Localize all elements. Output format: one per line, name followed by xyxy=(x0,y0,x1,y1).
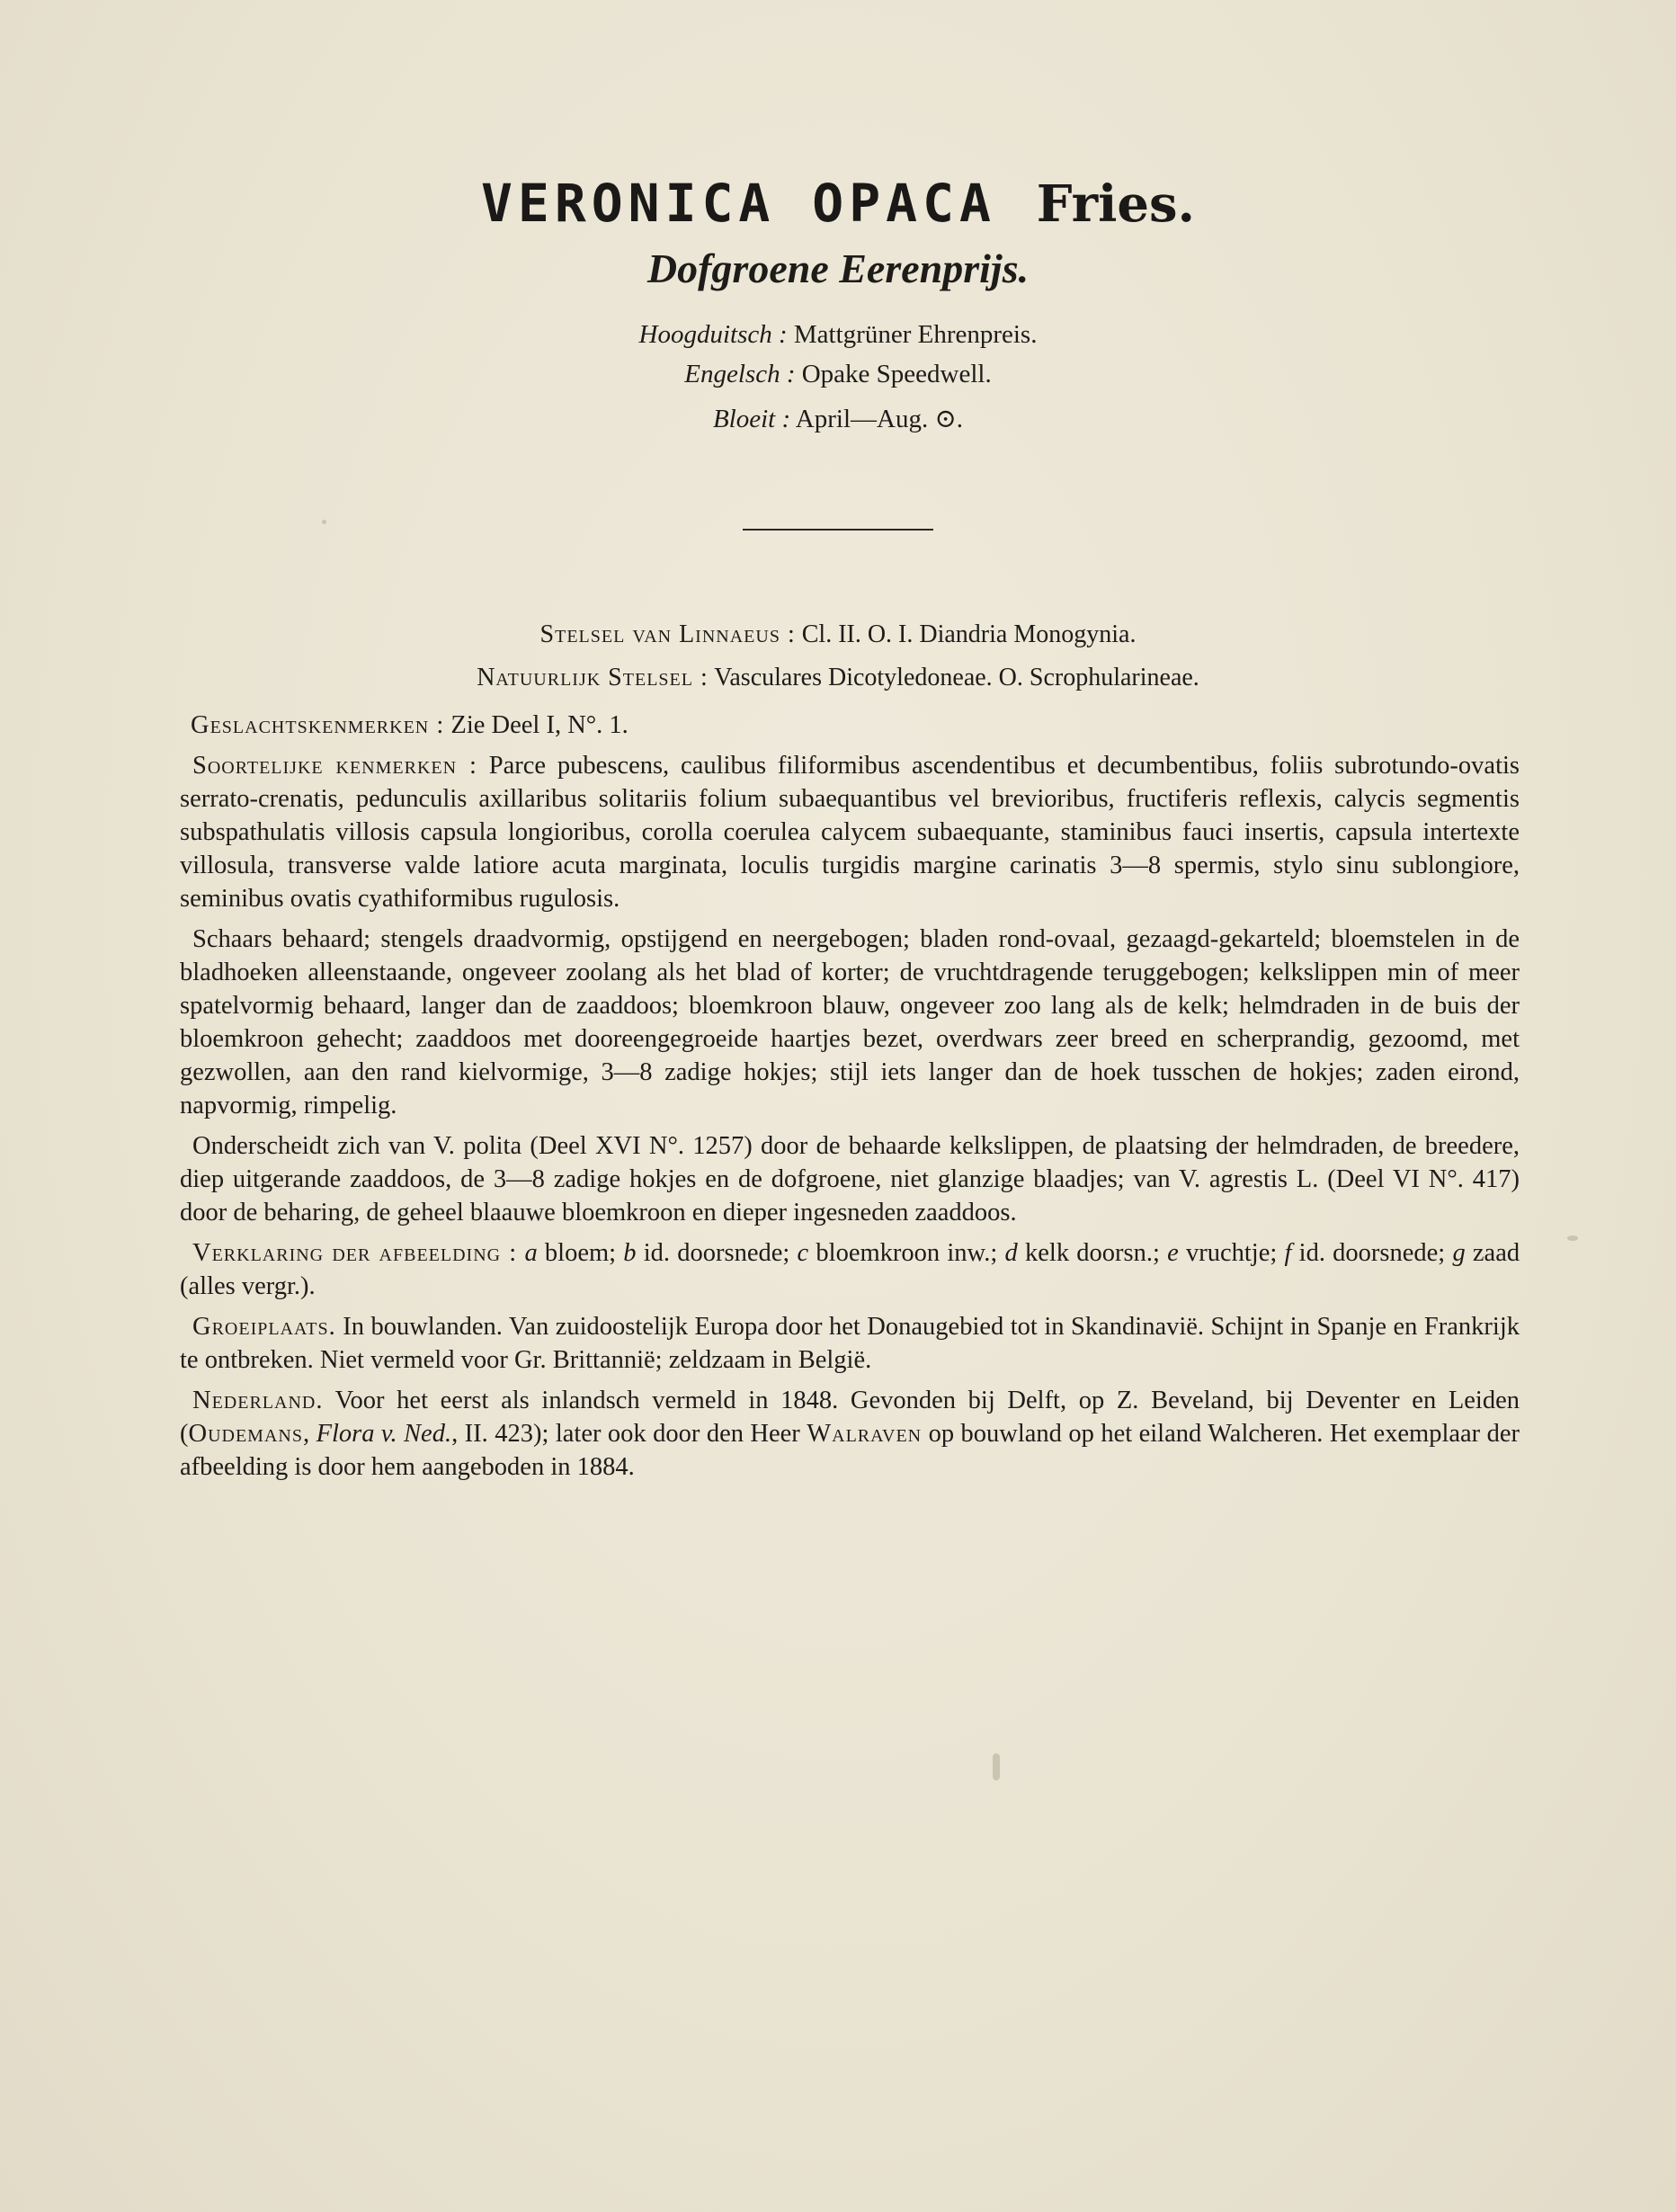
genus-value: Zie Deel I, N°. 1. xyxy=(450,711,628,739)
paper-spot xyxy=(993,1753,1000,1780)
species-name: VERONICA OPACA xyxy=(481,173,996,234)
species-latin-text: Parce pubescens, caulibus filiformibus ascendentibus et decumbentibus, foliis subrotundo-ovatis serrato-crenatis, pedunculis axillaribus solitariis folium subaequantibus vel brevioribus, fructiferis reflexis, calycis segmentis subspathulatis villosis capsula longioribus, corolla coerulea calycem subaequante, staminibus fauci insertis, capsula intertexte villosula, transverse valde latiore acuta marginata, loculis turgidis margine carinatis 3—8 spermis, stylo sinu sublongiore, seminibus ovatis cyathiformibus rugulosis. xyxy=(180,752,1520,913)
natural-value: Vasculares Dicotyledoneae. O. Scrophularineae. xyxy=(714,664,1199,691)
figure-f-letter: f xyxy=(1284,1239,1292,1267)
linnaeus-system-line xyxy=(0,620,1676,649)
netherlands-paragraph: Nederland. Voor het eerst als inlandsch vermeld in 1848. Gevonden bij Delft, op Z. Beveland, bij Deventer en Leiden (Oudemans, Flora v. Ned., II. 423); later ook door den Heer Walraven op bouwland op het eiland Walcheren. Het exemplaar der afbeelding is door hem aangeboden in 1884. xyxy=(180,1387,1520,1481)
figure-e-letter: e xyxy=(1167,1239,1179,1267)
natural-label: Natuurlijk Stelsel : xyxy=(477,664,709,691)
figure-a-letter: a xyxy=(524,1239,538,1267)
oudemans-name: Oudemans xyxy=(188,1420,303,1448)
bloom-line xyxy=(0,403,1676,434)
habitat-text: In bouwlanden. Van zuidoostelijk Europa door het Donaugebied tot in Skandinavië. Schijnt in Spanje en Frankrijk te ontbreken. Niet vermeld voor Gr. Brittannië; zeldzaam in België. xyxy=(180,1313,1520,1374)
figure-d-letter: d xyxy=(1004,1239,1018,1267)
figure-paragraph xyxy=(180,1236,1520,1303)
figure-b-letter: b xyxy=(623,1239,637,1267)
german-value: Mattgrüner Ehrenpreis. xyxy=(793,320,1038,349)
english-label: Engelsch : xyxy=(684,360,796,388)
netherlands-label: Nederland. xyxy=(192,1387,324,1414)
german-label: Hoogduitsch : xyxy=(638,320,788,349)
species-latin-paragraph xyxy=(180,749,1520,915)
netherlands-text-2: , II. 423); later ook door den Heer xyxy=(451,1420,800,1448)
natural-system-line xyxy=(0,664,1676,692)
author-name: Fries. xyxy=(1036,174,1195,234)
netherlands-text-1: Voor het eerst als inlandsch vermeld in 1848. Gevonden bij Delft, op Z. Beveland, bij Deventer en Leiden ( xyxy=(180,1387,1520,1448)
page-title xyxy=(0,173,1676,234)
figure-c-letter: c xyxy=(797,1239,809,1267)
figure-b-text: id. doorsnede; xyxy=(643,1239,790,1267)
english-name-line xyxy=(0,360,1676,389)
walraven-name: Walraven xyxy=(807,1420,923,1448)
species-label: Soortelijke kenmerken : xyxy=(192,752,477,780)
figure-g-letter: g xyxy=(1452,1239,1466,1267)
dutch-name: Dofgroene Eerenprijs. xyxy=(646,245,1030,291)
english-value: Opake Speedwell. xyxy=(801,360,992,388)
figure-e-text: vruchtje; xyxy=(1186,1239,1278,1267)
species-dutch-paragraph: Schaars behaard; stengels draadvormig, opstijgend en neergebogen; bladen rond-ovaal, gezaagd-gekarteld; bloemstelen in de bladhoeken alleenstaande, ongeveer zoolang als het blad of korter; de vruchtdragende teruggebogen; kelkslippen min of meer spatelvormig behaard, langer dan de zaaddoos; bloemkroon blauw, ongeveer zoo lang als de kelk; helmdraden in de buis der bloemkroon gehecht; zaaddoos met dooreengegroeide haartjes bezet, overdwars zeer breed en scherprandig, gezoomd, met gezwollen, aan den rand kielvormige, 3—8 zadige hokjes; stijl iets langer dan de hoek tusschen de hokjes; zaden eirond, napvormig, rimpelig. xyxy=(180,925,1520,1119)
flora-reference: Flora v. Ned. xyxy=(316,1420,452,1448)
genus-paragraph xyxy=(180,709,1520,742)
bloom-value: April—Aug. ⊙. xyxy=(795,405,964,433)
bloom-label: Bloeit : xyxy=(712,405,791,433)
description-body xyxy=(180,709,1520,1491)
difference-paragraph: Onderscheidt zich van V. polita (Deel XVI N°. 1257) door de behaarde kelkslippen, de plaatsing der helmdraden, de breedere, diep uitgerande zaaddoos, de 3—8 zadige hokjes en de dofgroene, niet glanzige blaadjes; van V. agrestis L. (Deel VI N°. 417) door de beharing, de geheel blaauwe bloemkroon en dieper ingesneden zaaddoos. xyxy=(180,1132,1520,1226)
habitat-paragraph xyxy=(180,1310,1520,1377)
netherlands-text-3: op bouwland op het eiland Walcheren. Het exemplaar der afbeelding is door hem aangeboden in 1884. xyxy=(180,1420,1520,1481)
linnaeus-label: Stelsel van Linnaeus : xyxy=(539,620,796,648)
figure-c-text: bloemkroon inw.; xyxy=(816,1239,998,1267)
genus-label: Geslachtskenmerken : xyxy=(191,711,445,739)
figure-a-text: bloem; xyxy=(544,1239,617,1267)
habitat-label: Groeiplaats. xyxy=(192,1313,336,1341)
figure-d-text: kelk doorsn.; xyxy=(1025,1239,1160,1267)
german-name-line xyxy=(0,320,1676,350)
figure-g-text: zaad (alles vergr.). xyxy=(180,1239,1520,1300)
linnaeus-value: Cl. II. O. I. Diandria Monogynia. xyxy=(801,620,1137,648)
divider-rule xyxy=(743,529,933,531)
paper-spot xyxy=(1567,1235,1578,1241)
figure-f-text: id. doorsnede; xyxy=(1298,1239,1446,1267)
paper-spot xyxy=(322,520,326,524)
figure-label: Verklaring der afbeelding : xyxy=(192,1239,518,1267)
